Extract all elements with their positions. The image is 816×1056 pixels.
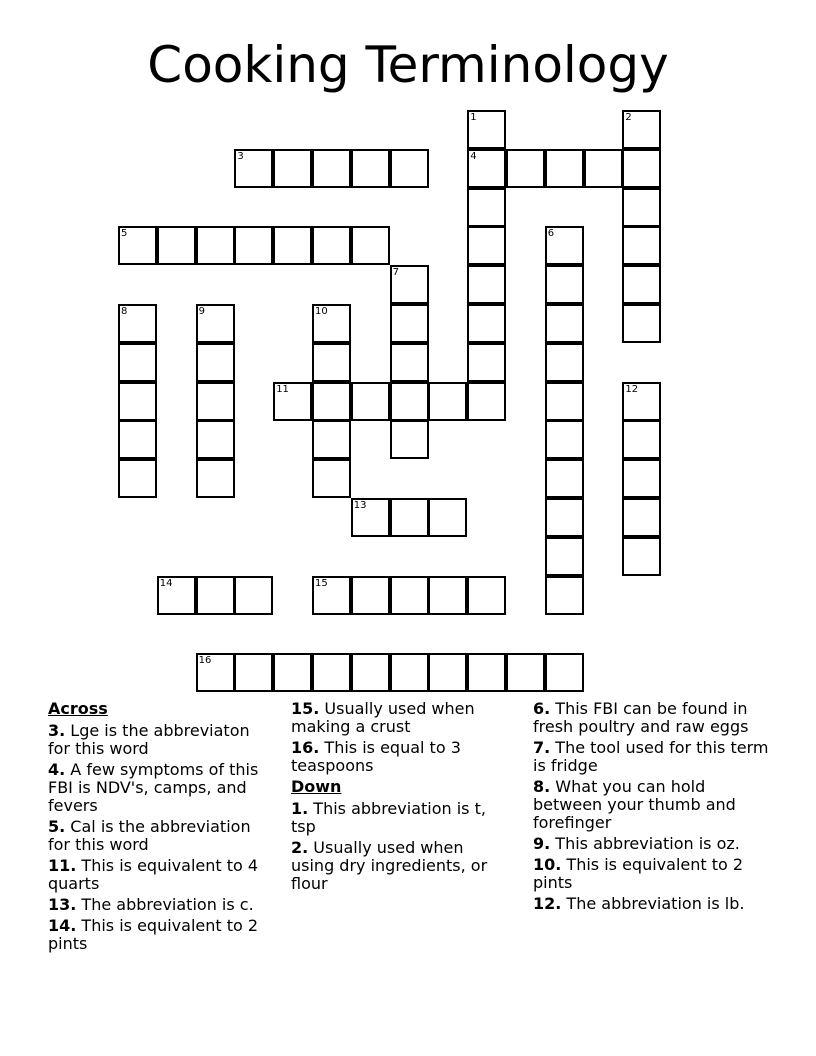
clue (291, 839, 511, 893)
grid-cell[interactable] (196, 343, 235, 382)
cell-number: 13 (353, 500, 367, 511)
cell-number: 14 (159, 577, 173, 589)
clue-text: This is equivalent to 2 pints (48, 916, 259, 953)
grid-cell[interactable] (273, 653, 312, 692)
clue-text: The abbreviation is c. (76, 895, 254, 914)
clue-column-1 (48, 700, 273, 956)
grid-cell[interactable] (467, 382, 506, 421)
clue (48, 761, 273, 815)
grid-cell[interactable] (234, 226, 273, 265)
clue-number: 13. (48, 895, 77, 914)
grid-cell[interactable] (545, 149, 584, 188)
grid-cell[interactable] (467, 265, 506, 304)
clue (533, 835, 773, 853)
grid-cell[interactable] (351, 498, 390, 537)
clue (533, 739, 773, 775)
cell-number: 11 (276, 383, 289, 395)
clue (48, 896, 273, 914)
clue-number: 10. (533, 855, 562, 874)
clue-number: 1. (291, 799, 309, 818)
grid-cell[interactable] (351, 226, 390, 265)
grid-cell[interactable] (545, 576, 584, 615)
clue-number: 4. (48, 760, 66, 779)
grid-cell[interactable] (545, 653, 584, 692)
grid-cell[interactable] (622, 110, 661, 149)
clue-text: This abbreviation is oz. (550, 834, 740, 853)
across-clue-list-continued (291, 700, 511, 775)
grid-cell[interactable] (622, 498, 661, 537)
clue-number: 2. (291, 838, 309, 857)
grid-cell[interactable] (428, 498, 467, 537)
clue (291, 800, 511, 836)
cell-number: 2 (625, 112, 632, 123)
grid-cell[interactable] (234, 653, 273, 692)
grid-cell[interactable] (196, 653, 235, 692)
grid-cell[interactable] (545, 420, 584, 459)
grid-cell[interactable] (312, 459, 351, 498)
clue-text: This is equal to 3 teaspoons (291, 738, 461, 775)
grid-cell[interactable] (312, 576, 351, 615)
clue-column-3 (533, 700, 773, 916)
clue-text: What you can hold between your thumb and forefinger (533, 777, 736, 832)
clue-text: This is equivalent to 2 pints (533, 855, 744, 892)
grid-cell[interactable] (467, 304, 506, 343)
grid-cell[interactable] (196, 226, 235, 265)
clue-number: 12. (533, 894, 562, 913)
grid-cell[interactable] (157, 226, 196, 265)
grid-cell[interactable] (545, 265, 584, 304)
clue-text: The tool used for this term is fridge (533, 738, 769, 775)
grid-cell[interactable] (234, 576, 273, 615)
grid-cell[interactable] (622, 149, 661, 188)
grid-cell[interactable] (545, 382, 584, 421)
grid-cell[interactable] (622, 265, 661, 304)
cell-number: 3 (237, 150, 244, 162)
grid-cell[interactable] (390, 343, 429, 382)
grid-cell[interactable] (428, 653, 467, 692)
clue-text: The abbreviation is lb. (561, 894, 745, 913)
clue (291, 739, 511, 775)
cell-number: 4 (470, 150, 477, 162)
clue (291, 700, 511, 736)
clue (48, 917, 273, 953)
grid-cell[interactable] (467, 653, 506, 692)
grid-cell[interactable] (312, 653, 351, 692)
clue-text: This FBI can be found in fresh poultry and raw eggs (533, 699, 749, 736)
cell-number: 12 (625, 383, 639, 395)
grid-cell[interactable] (545, 537, 584, 576)
grid-cell[interactable] (506, 149, 545, 188)
grid-cell[interactable] (428, 576, 467, 615)
down-clue-list (291, 800, 511, 893)
grid-cell[interactable] (622, 188, 661, 227)
grid-cell[interactable] (118, 304, 157, 343)
grid-cell[interactable] (545, 304, 584, 343)
grid-cell[interactable] (390, 265, 429, 304)
clue-number: 15. (291, 699, 320, 718)
cell-number: 10 (315, 306, 328, 317)
grid-cell[interactable] (390, 576, 429, 615)
grid-cell[interactable] (584, 149, 623, 188)
cell-number: 6 (547, 228, 555, 240)
cell-number: 8 (121, 306, 128, 317)
cell-number: 1 (470, 112, 477, 123)
clue (48, 818, 273, 854)
grid-cell[interactable] (390, 382, 429, 421)
clue-text: A few symptoms of this FBI is NDV's, camps, and fevers (48, 760, 259, 815)
grid-cell[interactable] (196, 304, 235, 343)
grid-cell[interactable] (351, 382, 390, 421)
grid-cell[interactable] (467, 226, 506, 265)
clue-number: 14. (48, 916, 77, 935)
clue-text: Lge is the abbreviaton for this word (48, 721, 250, 758)
grid-cell[interactable] (312, 343, 351, 382)
across-header: Across (48, 699, 108, 718)
grid-cell[interactable] (390, 149, 429, 188)
grid-cell[interactable] (390, 498, 429, 537)
cell-number: 5 (121, 228, 128, 240)
grid-cell[interactable] (234, 149, 273, 188)
grid-cell[interactable] (312, 149, 351, 188)
grid-cell[interactable] (622, 226, 661, 265)
clue (48, 722, 273, 758)
clue (48, 857, 273, 893)
grid-cell[interactable] (118, 382, 157, 421)
clue (533, 895, 773, 913)
grid-cell[interactable] (118, 420, 157, 459)
grid-cell[interactable] (428, 382, 467, 421)
grid-cell[interactable] (351, 576, 390, 615)
grid-cell[interactable] (312, 226, 351, 265)
cell-number: 15 (315, 577, 328, 589)
grid-cell[interactable] (467, 149, 506, 188)
clue-text: This is equivalent to 4 quarts (48, 856, 259, 893)
grid-cell[interactable] (273, 382, 312, 421)
clue-number: 6. (533, 699, 551, 718)
grid-cell[interactable] (273, 226, 312, 265)
grid-cell[interactable] (467, 110, 506, 149)
clue (533, 700, 773, 736)
clue-number: 5. (48, 817, 66, 836)
down-header: Down (291, 777, 342, 796)
grid-cell[interactable] (506, 653, 545, 692)
clue (533, 856, 773, 892)
grid-cell[interactable] (622, 459, 661, 498)
grid-cell[interactable] (196, 382, 235, 421)
grid-cell[interactable] (390, 653, 429, 692)
clue-number: 3. (48, 721, 66, 740)
clue-column-2 (291, 700, 511, 896)
grid-cell[interactable] (118, 343, 157, 382)
cell-number: 16 (198, 655, 212, 667)
grid-cell[interactable] (196, 420, 235, 459)
grid-cell[interactable] (390, 420, 429, 459)
clue-number: 16. (291, 738, 320, 757)
grid-cell[interactable] (622, 420, 661, 459)
page-title: Cooking Terminology (147, 36, 669, 94)
grid-cell[interactable] (622, 537, 661, 576)
grid-cell[interactable] (351, 653, 390, 692)
grid-cell[interactable] (118, 226, 157, 265)
clue-text: Usually used when making a crust (291, 699, 475, 736)
grid-cell[interactable] (312, 304, 351, 343)
cell-number: 7 (392, 267, 399, 279)
grid-cell[interactable] (545, 226, 584, 265)
grid-cell[interactable] (545, 459, 584, 498)
grid-cell[interactable] (545, 498, 584, 537)
grid-cell[interactable] (196, 576, 235, 615)
clue-number: 8. (533, 777, 551, 796)
clue-number: 9. (533, 834, 551, 853)
grid-cell[interactable] (312, 382, 351, 421)
grid-cell[interactable] (196, 459, 235, 498)
clue-number: 7. (533, 738, 551, 757)
clue-text: Usually used when using dry ingredients, or flour (291, 838, 488, 893)
across-clue-list (48, 722, 273, 953)
grid-cell[interactable] (622, 304, 661, 343)
grid-cell[interactable] (118, 459, 157, 498)
down-clue-list-continued (533, 700, 773, 913)
grid-cell[interactable] (157, 576, 196, 615)
grid-cell[interactable] (273, 149, 312, 188)
grid-cell[interactable] (467, 576, 506, 615)
grid-cell[interactable] (622, 382, 661, 421)
grid-cell[interactable] (390, 304, 429, 343)
grid-cell[interactable] (545, 343, 584, 382)
cell-number: 9 (198, 306, 205, 317)
clue-text: This abbreviation is t, tsp (291, 799, 486, 836)
grid-cell[interactable] (312, 420, 351, 459)
grid-cell[interactable] (467, 188, 506, 227)
clue-text: Cal is the abbreviation for this word (48, 817, 251, 854)
grid-cell[interactable] (351, 149, 390, 188)
clue (533, 778, 773, 832)
clue-number: 11. (48, 856, 77, 875)
grid-cell[interactable] (467, 343, 506, 382)
